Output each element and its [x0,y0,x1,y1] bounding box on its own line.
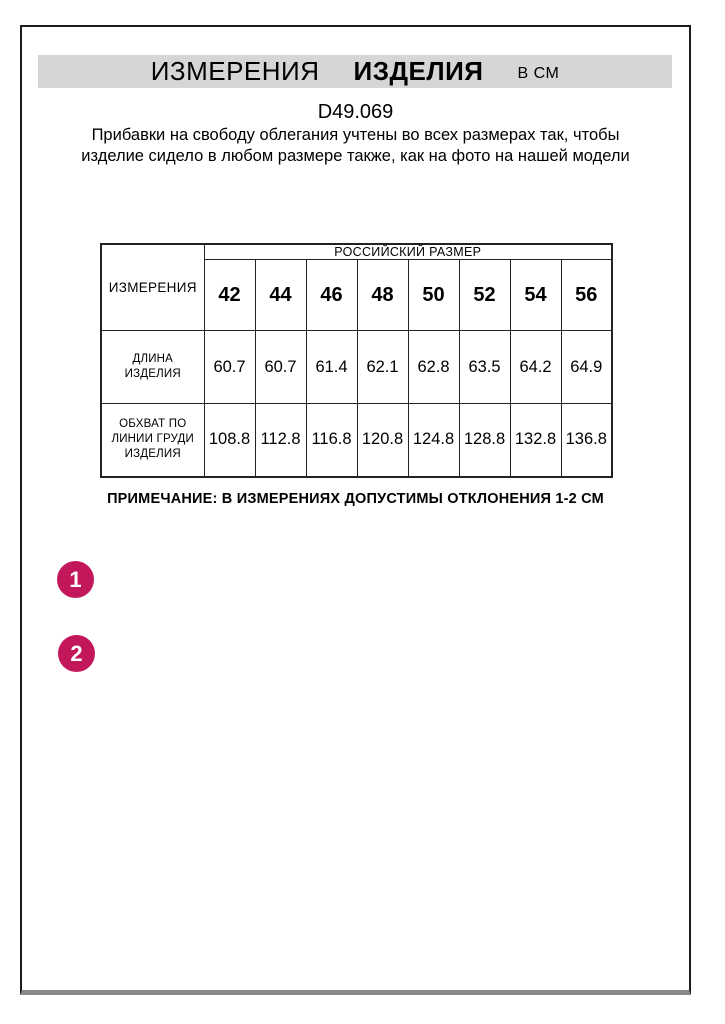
row-number-badge-2: 2 [58,635,95,672]
title-unit: В СМ [517,65,560,82]
page-frame [20,25,691,995]
value-cell: 61.4 [306,331,357,404]
size-header-cell: 56 [561,260,612,331]
row-label: ДЛИНА ИЗДЕЛИЯ [101,331,204,404]
table-row-chest [101,404,612,477]
value-cell: 136.8 [561,404,612,477]
value-cell: 60.7 [255,331,306,404]
value-cell: 108.8 [204,404,255,477]
tolerance-note: ПРИМЕЧАНИЕ: В ИЗМЕРЕНИЯХ ДОПУСТИМЫ ОТКЛОНЕНИЯ 1-2 СМ [107,491,604,507]
measurements-header-cell: ИЗМЕРЕНИЯ [101,244,204,331]
product-code: D49.069 [317,101,394,123]
size-table [100,243,613,478]
russian-size-header-cell: РОССИЙСКИЙ РАЗМЕР [204,244,612,260]
table-row-length [101,331,612,404]
row-label: ОБХВАТ ПО ЛИНИИ ГРУДИ ИЗДЕЛИЯ [101,404,204,477]
value-cell: 116.8 [306,404,357,477]
value-cell: 62.8 [408,331,459,404]
size-header-cell: 50 [408,260,459,331]
size-header-cell: 54 [510,260,561,331]
value-cell: 62.1 [357,331,408,404]
value-cell: 112.8 [255,404,306,477]
value-cell: 128.8 [459,404,510,477]
size-header-cell: 48 [357,260,408,331]
value-cell: 124.8 [408,404,459,477]
value-cell: 120.8 [357,404,408,477]
size-header-cell: 42 [204,260,255,331]
value-cell: 63.5 [459,331,510,404]
value-cell: 64.9 [561,331,612,404]
size-header-cell: 52 [459,260,510,331]
size-header-cell: 46 [306,260,357,331]
size-header-cell: 44 [255,260,306,331]
title-bar [38,55,672,88]
title-product: ИЗДЕЛИЯ [353,56,484,86]
row-number-badge-1: 1 [57,561,94,598]
value-cell: 60.7 [204,331,255,404]
value-cell: 132.8 [510,404,561,477]
fit-description: Прибавки на свободу облегания учтены во всех размерах так, чтобы изделие сидело в любом размере также, как на фото на нашей модели [81,126,630,165]
title-measurements: ИЗМЕРЕНИЯ [150,56,320,86]
value-cell: 64.2 [510,331,561,404]
table-group-header-row [101,244,612,260]
